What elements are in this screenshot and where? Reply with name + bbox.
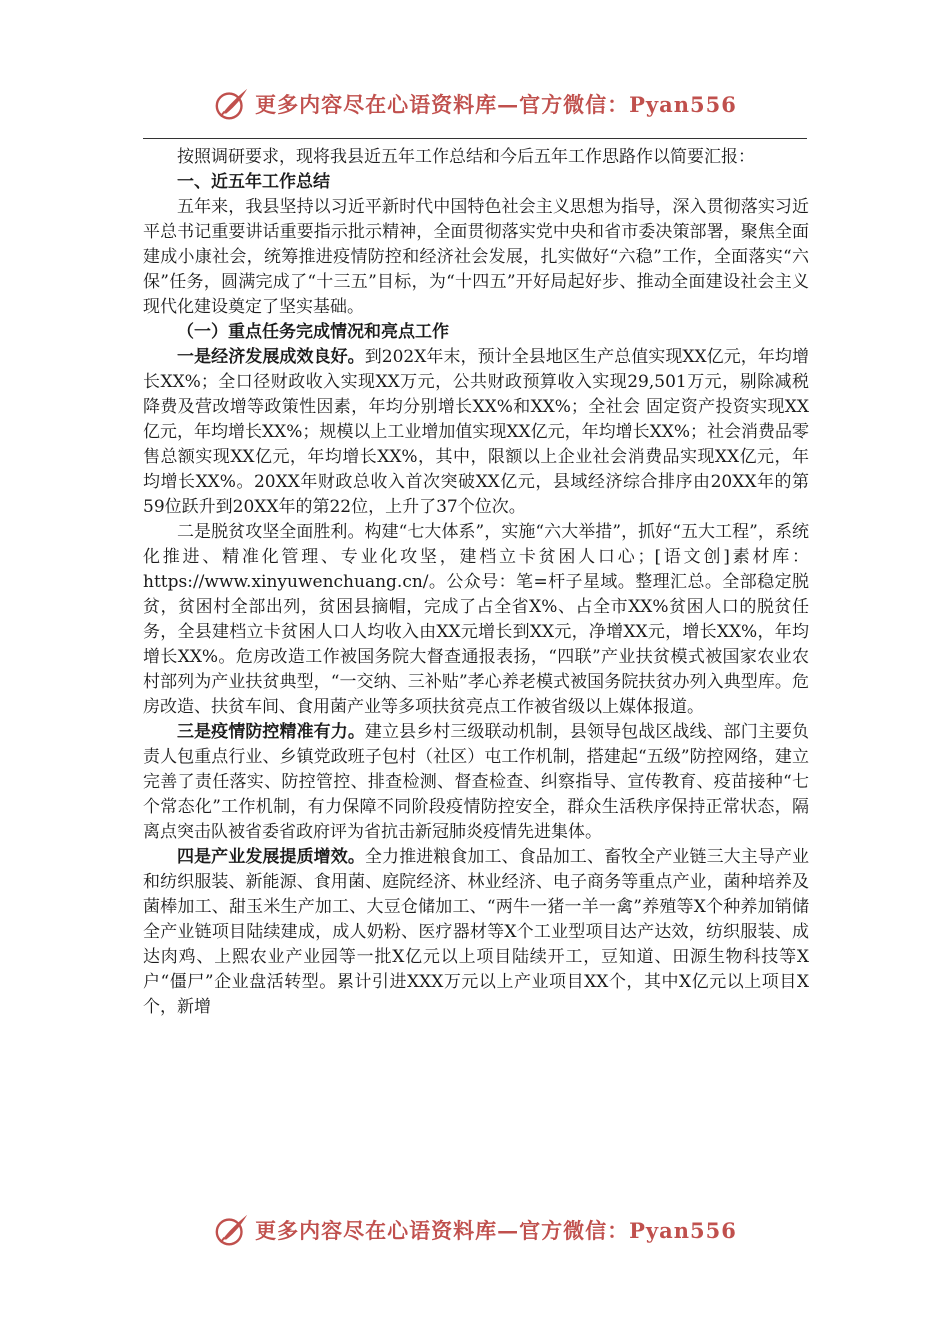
footer-banner [0, 1208, 950, 1252]
item-lead-3: 三是疫情防控精准有力。 [177, 722, 365, 742]
section-title: 一、近五年工作总结 [177, 172, 330, 192]
item-paragraph-1 [143, 345, 809, 520]
subsection-title: （一）重点任务完成情况和亮点工作 [177, 322, 449, 342]
item-text-4: 全力推进粮食加工、食品加工、畜牧全产业链三大主导产业和纺织服装、新能源、食用菌、庭院经济、林业经济、电子商务等重点产业，菌种培养及菌棒加工、甜玉米生产加工、大豆仓储加工、“两牛一猪一羊一禽”养殖等X个种养加销储全产业链项目陆续建成，成人奶粉、医疗器材等X个工业型项目达产达效，纺织服装、成达肉鸡、上熙农业产业园等一批X亿元以上项目陆续开工，豆知道、田源生物科技等X户“僵尸”企业盘活转型。累计引进XXX万元以上产业项目XX个，其中X亿元以上项目X个，新增 [143, 847, 810, 1017]
item-text-3: 建立县乡村三级联动机制，县领导包战区战线、部门主要负责人包重点行业、乡镇党政班子包村（社区）屯工作机制，搭建起“五级”防控网络，建立完善了责任落实、防控管控、排查检测、督查检查、纠察指导、宣传教育、疫苗接种“七个常态化”工作机制，有力保障不同阶段疫情防控安全，群众生活秩序保持正常状态，隔离点突击队被省委省政府评为省抗击新冠肺炎疫情先进集体。 [143, 722, 810, 842]
header-banner [0, 82, 950, 126]
item-lead-1: 一是经济发展成效良好。 [177, 347, 365, 367]
banner-text: 更多内容尽在心语资料库—官方微信：Pyan556 [255, 1218, 737, 1243]
item-paragraph-3 [143, 720, 809, 845]
header-divider [143, 138, 807, 139]
item-lead-4: 四是产业发展提质增效。 [177, 847, 365, 867]
intro-paragraph: 按照调研要求，现将我县近五年工作总结和今后五年工作思路作以简要汇报： [177, 147, 755, 167]
item-paragraph-2: 二是脱贫攻坚全面胜利。构建“七大体系”，实施“六大举措”，抓好“五大工程”，系统化推进、精准化管理、专业化攻坚，建档立卡贫困人口心；[语文创]素材库：https://www.xinyuwenchuang.cn/。公众号：笔=杆子星域。整理汇总。全部稳定脱贫，贫困村全部出列，贫困县摘帽，完成了占全省X%、占全市XX%贫困人口的脱贫任务，全县建档立卡贫困人口人均收入由XX元增长到XX元，净增XX元，增长XX%，年均增长XX%。危房改造工作被国务院大督查通报表扬，“四联”产业扶贫模式被国家农业农村部列为产业扶贫典型，“一交纳、三补贴”孝心养老模式被国务院扶贫办列入典型库。危房改造、扶贫车间、食用菌产业等多项扶贫亮点工作被省级以上媒体报道。 [143, 522, 809, 717]
section-paragraph: 五年来，我县坚持以习近平新时代中国特色社会主义思想为指导，深入贯彻落实习近平总书记重要讲话重要指示批示精神，全面贯彻落实党中央和省市委决策部署，聚焦全面建成小康社会，统筹推进疫情防控和经济社会发展，扎实做好“六稳”工作，全面落实“六保”任务，圆满完成了“十三五”目标，为“十四五”开好局起好步、推动全面建设社会主义现代化建设奠定了坚实基础。 [143, 197, 809, 317]
item-text-1: 到202X年末，预计全县地区生产总值实现XX亿元，年均增长XX%；全口径财政收入实现XX万元，公共财政预算收入实现29,501万元，剔除减税降费及营改增等政策性因素，年均分别增长XX%和XX%；全社会 固定资产投资实现XX亿元，年均增长XX%；规模以上工业增加值实现XX亿元，年均增长XX%；社会消费品零售总额实现XX亿元，年均增长XX%，其中，限额以上企业社会消费品实现XX亿元，年均增长XX%。20XX年财政总收入首次突破XX亿元，县域经济综合排序由20XX年的第59位跃升到20XX年的第22位，上升了37个位次。 [143, 347, 810, 517]
quill-pen-icon [213, 85, 251, 123]
document-body [143, 145, 809, 1020]
item-paragraph-4 [143, 845, 809, 1020]
quill-pen-icon [213, 1211, 251, 1249]
banner-text: 更多内容尽在心语资料库—官方微信：Pyan556 [255, 92, 737, 117]
